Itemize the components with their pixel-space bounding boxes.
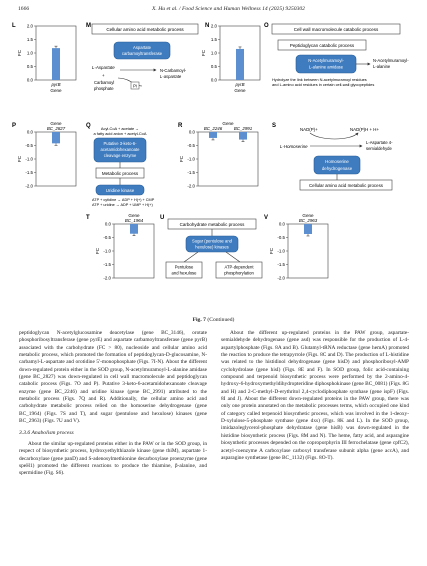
y-tick-label: -0.5 bbox=[103, 235, 111, 240]
left-column bbox=[19, 330, 207, 480]
panel-letter: S bbox=[272, 123, 277, 129]
panel-letter: O bbox=[264, 23, 269, 29]
process-label: Metabolic process bbox=[101, 171, 139, 176]
y-tick-label: 1.0 bbox=[26, 50, 33, 56]
panel-M bbox=[86, 23, 198, 91]
panel-O bbox=[264, 23, 409, 87]
subprocess-label: Peptidoglycan catabolic process bbox=[289, 43, 355, 48]
panel-S bbox=[272, 123, 393, 190]
connector bbox=[226, 252, 240, 262]
bar-chart-P bbox=[17, 121, 76, 189]
note-line-2: and L-amino acid residues in certain cell-wall glycopeptides bbox=[272, 82, 375, 87]
y-tick-label: 0.0 bbox=[278, 221, 285, 227]
y-tick-label: -1.5 bbox=[103, 262, 111, 267]
panel-U bbox=[160, 215, 262, 278]
enzyme-label-line-3: cleavage enzyme bbox=[103, 153, 137, 158]
enzyme-label-line-1: Aspartate bbox=[133, 45, 151, 50]
enzyme-label-line-1: N-Acetylmuramoyl- bbox=[308, 58, 344, 63]
y-tick-label: 0.0 bbox=[26, 129, 33, 135]
panel-letter: V bbox=[264, 215, 269, 221]
section-heading: 3.3.6 Anabolism process bbox=[19, 430, 74, 437]
cofactor-right: NAD(P)H + H+ bbox=[350, 127, 380, 132]
cofactor-left: NAD(P)+ bbox=[300, 127, 318, 132]
bar-chart-R bbox=[179, 121, 258, 189]
y-tick-label: -1.5 bbox=[25, 170, 33, 175]
y-axis-label: FC bbox=[179, 155, 184, 163]
y-tick-label: 2.0 bbox=[210, 23, 217, 29]
note-line-1: Hydrolyze the link between N-acetylmuramoyl residues bbox=[272, 77, 367, 82]
plus-sign: + bbox=[102, 73, 105, 78]
paragraph: About the similar up-regulated proteins either in the PAW or in the SOD group, in respect of biosynthetic process, hydroxyethylthiazole kinase (gene thiM), aspartate 1-decarboxylase (gene panD) and S-adenosylmethionine decarboxylase proenzyme (gene speH1) promoted the different reactions to produce the thiamine, β-alanine, and spermidine (Fig. S6). bbox=[19, 440, 207, 477]
y-tick-label: -1.0 bbox=[277, 248, 285, 254]
gene-label: pyrB bbox=[51, 82, 61, 87]
figure-canvas bbox=[10, 20, 417, 316]
y-axis-label: FC bbox=[201, 49, 206, 57]
substrate-label: L-Aspartate bbox=[92, 65, 115, 70]
reaction-line-1: Acyl-CoA + acetate → bbox=[100, 126, 140, 131]
panel-letter: R bbox=[178, 123, 183, 129]
bar bbox=[52, 132, 60, 143]
page-number: 1666 bbox=[18, 6, 30, 12]
enzyme-label-line-1: Putative 3-keto-6- bbox=[103, 141, 137, 146]
substrate-line-1: Pentulose bbox=[174, 264, 194, 270]
gene-label: BC_2963 bbox=[298, 218, 318, 223]
outcome-line-2: phosphorylation bbox=[224, 270, 254, 276]
panel-letter: M bbox=[86, 23, 91, 29]
y-tick-label: -0.5 bbox=[277, 235, 285, 240]
gene-label: BC_1964 bbox=[124, 218, 144, 223]
y-axis-label: FC bbox=[17, 49, 22, 57]
bar-chart-N bbox=[201, 24, 260, 94]
outcome-line-1: ATP-dependent bbox=[224, 264, 254, 270]
y-tick-label: -2.0 bbox=[277, 275, 285, 281]
y-tick-label: -1.5 bbox=[277, 262, 285, 267]
process-label: Cellular amino acid metabolic process bbox=[309, 183, 383, 188]
running-header bbox=[18, 6, 409, 16]
y-tick-label: -1.0 bbox=[25, 156, 33, 162]
panel-letter: L bbox=[12, 23, 16, 29]
y-tick-label: 0.0 bbox=[210, 77, 217, 83]
enzyme-label-line-2: dehydrogenase bbox=[321, 166, 353, 171]
figure-caption bbox=[0, 317, 427, 323]
enzyme-label-line-2: acetamidohexanoate bbox=[100, 147, 140, 152]
substrate-label: L-Homoserine bbox=[280, 144, 308, 149]
enzyme-label-line-2: L-alanine amidase bbox=[308, 64, 344, 70]
enzyme-label-line-1: Sugar (pentulose and bbox=[191, 238, 233, 244]
y-tick-label: -1.5 bbox=[187, 170, 195, 175]
bar-chart-T bbox=[95, 213, 154, 281]
y-tick-label: -1.0 bbox=[187, 156, 195, 162]
y-tick-label: 0.5 bbox=[26, 64, 33, 69]
bar-chart-V bbox=[269, 213, 328, 281]
bar bbox=[130, 224, 138, 234]
panel-L bbox=[12, 23, 76, 93]
panel-T bbox=[86, 213, 154, 281]
bar bbox=[236, 49, 244, 80]
y-tick-label: -2.0 bbox=[25, 183, 33, 189]
connector bbox=[184, 252, 198, 262]
gene-label: BC_2827 bbox=[46, 126, 66, 131]
y-tick-label: -2.0 bbox=[187, 183, 195, 189]
journal-citation: X. Hu et al. / Food Science and Human Wellness 14 (2025) 9250302 bbox=[152, 6, 305, 12]
product-line-2: semialdehyde bbox=[366, 146, 392, 151]
y-tick-label: 1.5 bbox=[210, 37, 217, 42]
y-axis-label: FC bbox=[269, 247, 274, 255]
bar bbox=[239, 132, 247, 140]
equation-1: ATP + cytidine → ADP + H(+) + CMP bbox=[92, 198, 155, 202]
y-tick-label: 0.5 bbox=[210, 64, 217, 69]
x-axis-label: Gene bbox=[222, 121, 234, 126]
right-column bbox=[221, 330, 409, 464]
bar bbox=[209, 132, 217, 138]
kinase-label: Uridine kinase bbox=[105, 188, 135, 193]
y-tick-label: 1.0 bbox=[210, 50, 217, 56]
x-axis-label: Gene bbox=[234, 88, 246, 93]
y-tick-label: 0.0 bbox=[188, 129, 195, 135]
panel-V bbox=[264, 213, 328, 281]
y-tick-label: -1.0 bbox=[103, 248, 111, 254]
cofactor-line-1: Carbamoyl bbox=[94, 80, 115, 85]
x-axis-label: Gene bbox=[302, 213, 314, 218]
x-axis-label: Gene bbox=[50, 88, 62, 93]
cofactor-line-2: phosphate bbox=[94, 86, 114, 91]
substrate-line-2: and hexulose bbox=[171, 270, 197, 276]
enzyme-label-line-1: Homoserine bbox=[325, 159, 349, 164]
panel-letter: Q bbox=[86, 123, 91, 129]
x-axis-label: Gene bbox=[50, 121, 62, 126]
process-label: Carbohydrate metabolic process bbox=[179, 222, 245, 227]
y-axis-label: FC bbox=[95, 247, 100, 255]
y-tick-label: 0.0 bbox=[104, 221, 111, 227]
y-axis-label: FC bbox=[17, 155, 22, 163]
gene-label: pyrB bbox=[235, 82, 245, 87]
panel-letter: N bbox=[205, 23, 210, 29]
y-tick-label: 0.0 bbox=[26, 77, 33, 83]
panel-P bbox=[12, 121, 76, 189]
caption-label: Fig. 7 bbox=[192, 317, 206, 323]
caption-note: (Continued) bbox=[207, 317, 235, 323]
y-tick-label: -0.5 bbox=[25, 143, 33, 148]
panel-letter: T bbox=[86, 215, 90, 221]
panel-letter: U bbox=[160, 215, 165, 221]
gene-label: BC_2991 bbox=[233, 126, 253, 131]
x-axis-label: Gene bbox=[128, 213, 140, 218]
bar-chart-L bbox=[17, 24, 76, 94]
y-tick-label: 2.0 bbox=[26, 23, 33, 29]
equation-2: ATP + uridine → ADP + UMP + H(+) bbox=[92, 203, 153, 207]
bar bbox=[52, 48, 60, 80]
y-tick-label: 1.5 bbox=[26, 37, 33, 42]
cofactor-curve bbox=[310, 133, 358, 139]
panel-R bbox=[178, 121, 258, 189]
enzyme-label-line-2: carbamoyltransferase bbox=[121, 51, 163, 56]
process-label: Cellular amino acid metabolic process bbox=[106, 27, 184, 32]
product-line-2: L-alanine bbox=[373, 64, 391, 69]
figure-7 bbox=[10, 20, 417, 316]
product-line-1: L-Aspartate 4- bbox=[366, 140, 393, 145]
product-line-2: L-aspartate bbox=[160, 74, 182, 79]
panel-N bbox=[201, 23, 260, 93]
y-tick-label: -0.5 bbox=[187, 143, 195, 148]
product-line-1: N-Acetylmuramoyl- bbox=[373, 58, 409, 63]
paragraph: peptidoglycan N-acetylglucosamine deacetylase (gene BC_3146), orotate phosphoribosyltransferase (gene pyrE) and aspartate carbamoyltransferase (gene pyrB) associated with the carbohydrate (FC > 80), nucleoside and cellular amino acid metabolic process, which promoted the formation of peptidoglycan-D-glucosamine, N-carbamyl-L-aspartate and orotidine 5'-monophosphate (Figs. 7I-N). About the different down-regulated protein either in the SOD group, N-acetylmuramoyl-L-alanine amidase (gene BC_2827) was down-regulated in cell wall macromolecule and peptidoglycan catabolic process (Figs. 7O and P). Putative 3-keto-6-acetamidohexanoate cleavage enzyme (gene BC_2246) and uridine kinase (gene BC_2991) attributed to the metabolic process (Figs. 7Q and R). Additionally, the cellular amino acid and carbohydrate metabolic process relied on the homoserine dehydrogenase (gene BC_1964) (Figs. 7S and T), and sugar (pentulose and hexulose) kinases (gene BC_2963) (Figs. 7U and V). bbox=[19, 330, 207, 425]
panel-Q bbox=[86, 123, 155, 207]
process-label: Cell wall macromolecule catabolic process bbox=[293, 27, 379, 32]
product-line-1: N-Carbamoyl- bbox=[160, 68, 187, 73]
bar bbox=[304, 224, 312, 234]
gene-label: BC_2246 bbox=[203, 126, 223, 131]
reaction-line-2: a fatty acid anion + acetyl-CoA bbox=[93, 131, 147, 136]
plot-frame bbox=[198, 132, 258, 186]
enzyme-label-line-2: hexulose) kinases bbox=[195, 244, 229, 250]
pi-label: Pi bbox=[133, 83, 137, 89]
panel-letter: P bbox=[12, 123, 17, 129]
paragraph: About the different up-regulated proteins in the PAW group, aspartate-semialdehyde dehydrogenase (gene asd) was responsible for the production of L-4-aspartylphosphate (Figs. 8A and B). Glutamyl-tRNA reductase (gene hemA) promoted the reaction to produce the tetrapyrrole (Figs. 8C and D). The production of L-histidine was related to the histidinol dehydrogenase (gene hisD) and phosphoribosyl-AMP cyclohydrolase (gene hisI) (Figs. 8E and F). In SOD group, folic acid-containing compound and terpenoid biosynthetic process were performed by the 2-amino-4-hydroxy-6-hydroxymethyldihydropteridine diphosphokinase (gene BC_0081) (Figs. 8G and H) and 2-C-methyl-D-erythritol 2,4-cyclodiphosphate synthase (gene ispF) (Figs. 8I and J). About the different down-regulated proteins in the PAW group, there was only one protein annotated on the metabolic processes terms, which occupied one kind of category called terpenoid biosynthetic process, which was involved in the 1-deoxy-D-xylulose-5-phosphate synthase (gene dxs) (Figs. 8K and L). In the SOD group, imidazoleglycerol-phosphate dehydratase (gene hisB) was down-regulated in the histidine biosynthetic process (Figs. 8M and N). The heme, fatty acid, and asparagine biosynthetic processes depended on the coproporphyrin III ferrochelatase (gene cpfC2), acetyl-coenzyme A carboxylase carboxyl transferase subunit alpha (gene accA), and asparagine synthetase (gene BC_1132) (Figs. 8O-T). bbox=[221, 330, 409, 461]
y-tick-label: -2.0 bbox=[103, 275, 111, 281]
